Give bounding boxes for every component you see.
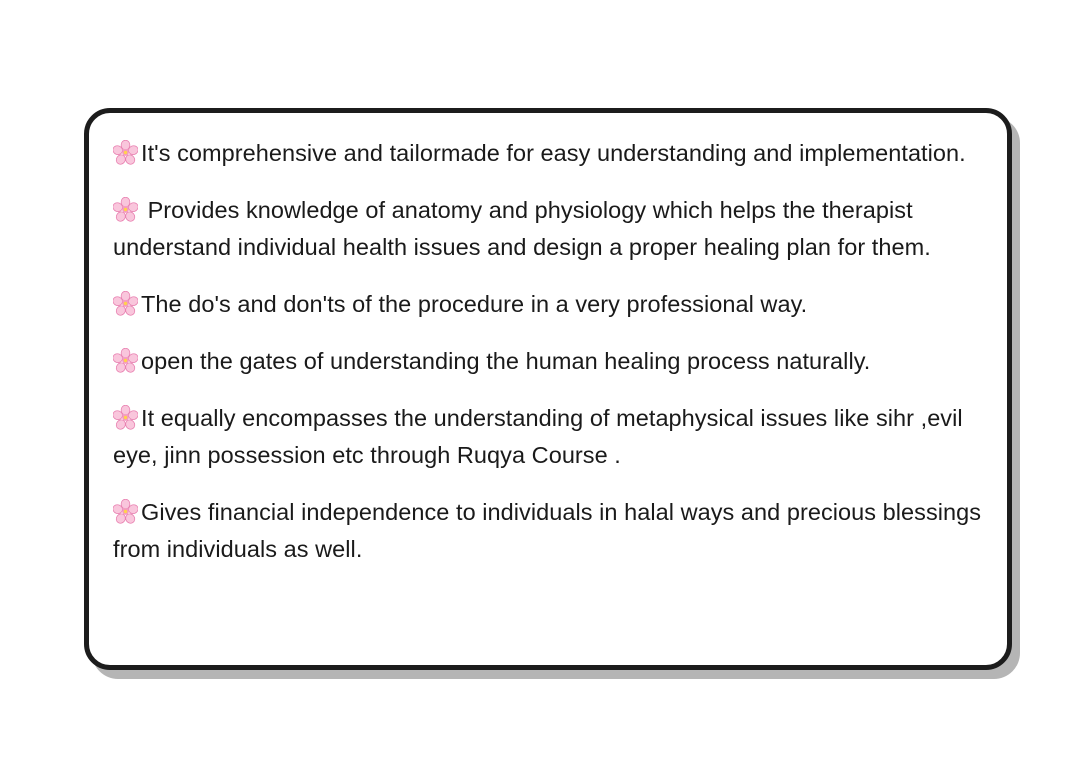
bullet-paragraph [113,135,987,172]
paragraph-text: Gives financial independence to individuals in halal ways and precious blessings from individuals as well. [113,499,982,562]
paragraph-text: It equally encompasses the understanding of metaphysical issues like sihr ,evil eye, jinn possession etc through Ruqya Course . [113,405,963,468]
content-card [84,108,1012,670]
bullet-paragraph [113,192,987,266]
paragraph-text: The do's and don'ts of the procedure in a very professional way. [141,291,808,317]
bullet-paragraph [113,286,987,323]
card-content [113,135,987,655]
paragraph-text: Provides knowledge of anatomy and physiology which helps the therapist understand individual health issues and design a proper healing plan for them. [113,197,931,260]
cherry-blossom-icon [113,290,138,315]
paragraph-text: It's comprehensive and tailormade for easy understanding and implementation. [141,140,966,166]
cherry-blossom-icon [113,498,138,523]
cherry-blossom-icon [113,404,138,429]
cherry-blossom-icon [113,196,138,221]
paragraph-text: open the gates of understanding the human healing process naturally. [141,348,871,374]
bullet-paragraph [113,400,987,474]
bullet-paragraph [113,494,987,568]
cherry-blossom-icon [113,139,138,164]
cherry-blossom-icon [113,347,138,372]
bullet-paragraph [113,343,987,380]
